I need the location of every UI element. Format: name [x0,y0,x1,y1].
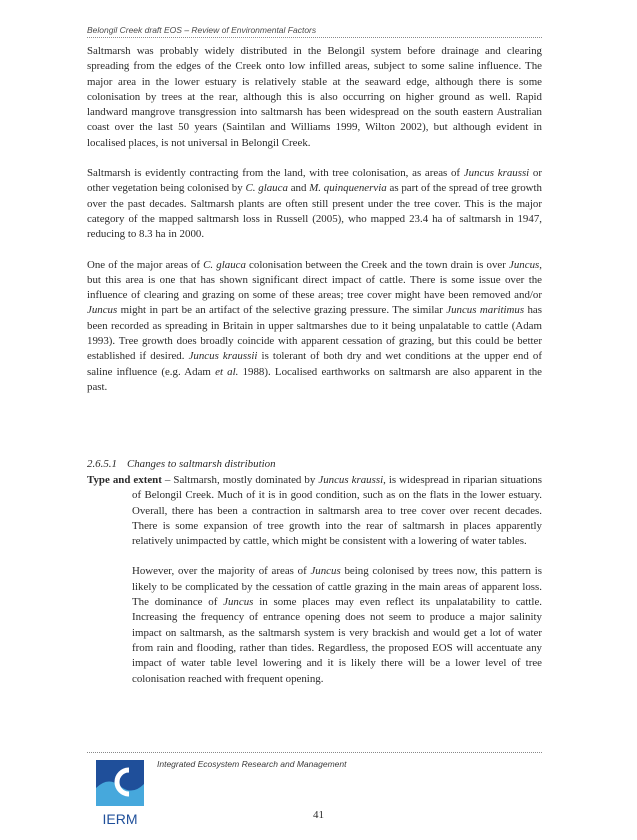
paragraph-3 [87,258,542,396]
text-run: – Saltmarsh, mostly dominated by [161,474,319,486]
text-run: and [287,182,310,195]
type-and-extent-block [87,473,542,687]
text-run: is tolerant of both dry and wet conditions at the upper end of saline influence (e.g. Adam [87,350,542,378]
species-name: Juncus [310,565,341,578]
text-run: , but this area is one that has shown significant direct impact of cattle. There is some issue over the influence of clearing and grazing on some of these areas; tree cover might have been removed and/or [87,258,542,302]
text-run: colonisation between the Creek and the town drain is over [245,258,510,271]
text-run: Saltmarsh is evidently contracting from the land, with tree colonisation, as areas of [87,167,464,180]
type-extent-paragraph-2 [87,564,542,686]
footer-org-name: Integrated Ecosystem Research and Management [157,759,347,769]
citation-italic: et al. [215,365,239,378]
page-number: 41 [313,809,324,821]
running-header: Belongil Creek draft EOS – Review of Environmental Factors [87,25,317,35]
text-run: However, over the majority of areas of [132,565,311,578]
species-name: Juncus kraussi [318,474,384,486]
section-title: Changes to saltmarsh distribution [126,458,276,470]
text-run: has been recorded as spreading in Britain in upper saltmarshes due to it being unpalatable to cattle (Adam 1993). Tree growth does broadly coincide with apparent cessation of grazing, but this could be better established if desired. [87,304,542,363]
term-label: Type and extent [87,474,162,486]
text-run: One of the major areas of [87,258,204,271]
text-run: 1988). Localised earthworks on saltmarsh are also apparent in the past. [87,365,542,393]
species-name: Juncus kraussi [463,167,530,180]
species-name: Juncus maritimus [446,304,525,317]
text-run: in some places may even reflect its unpalatability to cattle. Increasing the frequency of entrance opening does not seem to produce a major salinity impact on saltmarsh, as the saltmarsh system is very brackish and would get a lot of water from rain and flooding, rather than tides. Regardless, the proposed EOS will accentuate any impact of water table level lowering and it is likely there will be a lower level of tree colonisation reached with frequent opening. [132,596,542,685]
paragraph-2 [87,166,542,242]
text-run: as part of the spread of tree growth over the past decades. Saltmarsh plants are often still present under the tree cover. This is the major category of the mapped saltmarsh loss in Russell (2005), who mapped 23.4 ha of saltmarsh in 1947, reducing to 8.3 ha in 2000. [87,182,543,241]
text-run: being colonised by trees now, this pattern is likely to be complicated by the cessation of cattle grazing in the main areas of apparent loss. The dominance of [132,565,543,609]
species-name: C. glauca [203,258,246,271]
header-divider [87,37,542,38]
section-number: 2.6.5.1 [87,458,117,470]
species-name: Juncus [223,596,254,609]
species-name: Juncus [87,304,118,317]
type-extent-paragraph-1 [87,473,542,549]
footer-divider [87,752,542,753]
species-name: C. glauca [245,182,288,195]
species-name: M. quinquenervia [309,182,387,195]
section-heading [87,458,542,470]
text-run: , is widespread in riparian situations of Belongil Creek. Much of it is in good condition, such as on the flats in the lower estuary. Overall, there has been a contraction in saltmarsh area to tree cover over recent decades. There is some expansion of tree growth into the rear of saltmarsh in places apparently relatively unimpacted by cattle, which might be consistent with a lowering of water tables. [132,474,542,548]
text-run: or other vegetation being colonised by [87,167,543,195]
species-name: Juncus kraussii [188,350,258,363]
text-run: might in part be an artifact of the selective grazing pressure. The similar [117,304,447,317]
species-name: Juncus [509,258,540,271]
logo-text: IERM [102,811,138,827]
body-text [87,44,542,395]
paragraph-1: Saltmarsh was probably widely distributed in the Belongil system before drainage and clearing spreading from the edges of the Creek onto low infilled areas, subject to some saline influence. The major area in the lower estuary is relatively stable at the seaward edge, although there is some colonisation by trees at the rear, although this is also occurring on higher ground as well. Rapid landward mangrove transgression into saltmarsh has been widespread on the south eastern Australian coast over the last 50 years (Saintilan and Williams 1999, Wilton 2002), but although evident in localised places, is not universal in Belongil Creek. [87,45,542,149]
